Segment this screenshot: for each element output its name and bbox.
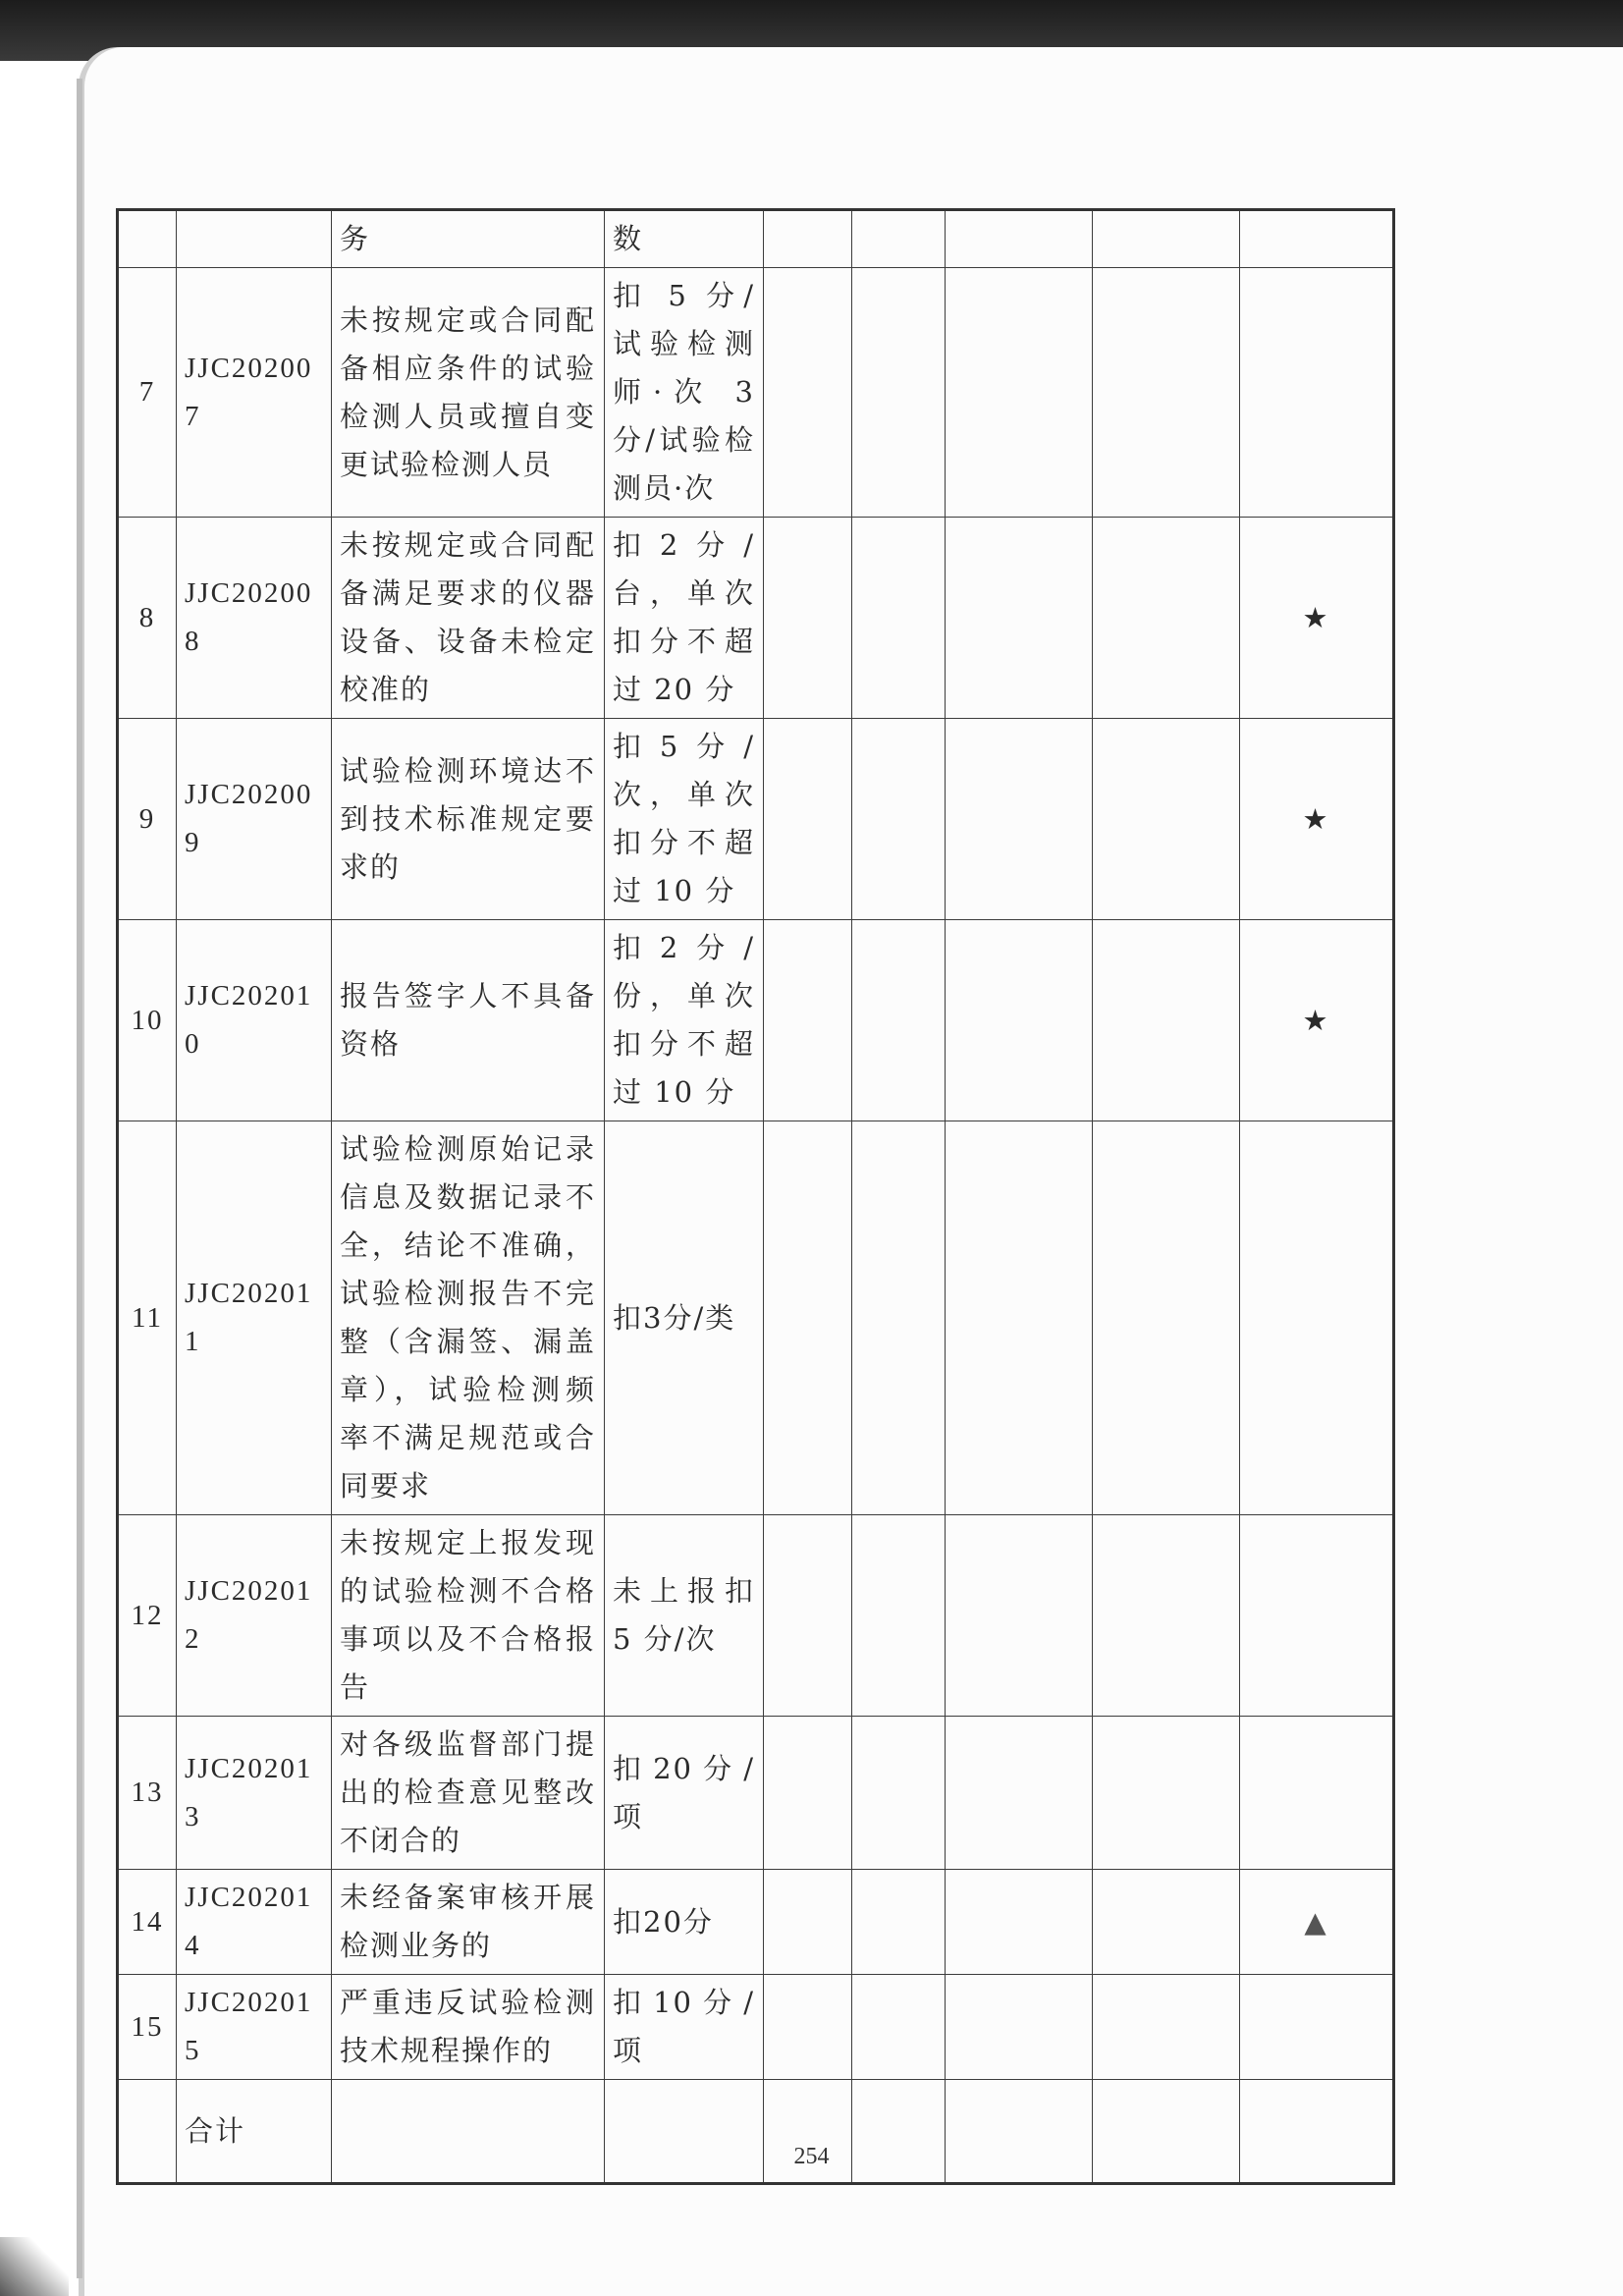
row-description: 未按规定或合同配备相应条件的试验检测人员或擅自变更试验检测人员	[332, 268, 605, 518]
table-row	[118, 1975, 1394, 2080]
corner-shade	[0, 2237, 69, 2296]
row-number: 13	[118, 1717, 177, 1870]
row-deduction: 扣 5 分/试验检测师·次 3 分/试验检测员·次	[605, 268, 764, 518]
row-code: JJC202010	[177, 920, 332, 1121]
row-description: 对各级监督部门提出的检查意见整改不闭合的	[332, 1717, 605, 1870]
table-row	[118, 1121, 1394, 1515]
row-description: 未按规定或合同配备满足要求的仪器设备、设备未检定校准的	[332, 518, 605, 719]
row-number: 12	[118, 1515, 177, 1717]
row-code: JJC202007	[177, 268, 332, 518]
table-row	[118, 518, 1394, 719]
row-number: 15	[118, 1975, 177, 2080]
row-number: 11	[118, 1121, 177, 1515]
table-row	[118, 1515, 1394, 1717]
row-code: JJC202012	[177, 1515, 332, 1717]
row-code: JJC202009	[177, 719, 332, 920]
header-cell-score: 数	[605, 210, 764, 268]
row-description: 试验检测环境达不到技术标准规定要求的	[332, 719, 605, 920]
table-row	[118, 268, 1394, 518]
star-icon: ★	[1240, 920, 1394, 1121]
table-row	[118, 1717, 1394, 1870]
row-mark	[1240, 1515, 1394, 1717]
page-number: 254	[793, 2144, 830, 2169]
table-row	[118, 1870, 1394, 1975]
row-deduction: 未上报扣 5 分/次	[605, 1515, 764, 1717]
row-code: JJC202014	[177, 1870, 332, 1975]
row-description: 未按规定上报发现的试验检测不合格事项以及不合格报告	[332, 1515, 605, 1717]
row-mark	[1240, 268, 1394, 518]
row-deduction: 扣5分/次，单次扣分不超过 10 分	[605, 719, 764, 920]
star-icon: ★	[1240, 719, 1394, 920]
row-deduction: 扣2分/份，单次扣分不超过 10 分	[605, 920, 764, 1121]
row-number: 14	[118, 1870, 177, 1975]
row-description: 未经备案审核开展检测业务的	[332, 1870, 605, 1975]
table-row	[118, 920, 1394, 1121]
page-edge-shadow	[77, 79, 82, 2278]
triangle-icon: ▲	[1240, 1870, 1394, 1975]
row-number: 10	[118, 920, 177, 1121]
row-code: JJC202008	[177, 518, 332, 719]
row-mark	[1240, 1121, 1394, 1515]
row-number: 8	[118, 518, 177, 719]
row-number: 9	[118, 719, 177, 920]
row-deduction: 扣20分/项	[605, 1717, 764, 1870]
row-number: 7	[118, 268, 177, 518]
row-description: 试验检测原始记录信息及数据记录不全，结论不准确，试验检测报告不完整（含漏签、漏盖章），试验检测频率不满足规范或合同要求	[332, 1121, 605, 1515]
row-mark	[1240, 1975, 1394, 2080]
scoring-table	[116, 208, 1395, 2185]
row-deduction: 扣3分/类	[605, 1121, 764, 1515]
total-label: 合计	[177, 2080, 332, 2184]
row-description: 报告签字人不具备资格	[332, 920, 605, 1121]
table-header-row	[118, 210, 1394, 268]
row-deduction: 扣20分	[605, 1870, 764, 1975]
star-icon: ★	[1240, 518, 1394, 719]
row-code: JJC202011	[177, 1121, 332, 1515]
header-cell-item: 务	[332, 210, 605, 268]
table-row	[118, 719, 1394, 920]
row-mark	[1240, 1717, 1394, 1870]
row-code: JJC202013	[177, 1717, 332, 1870]
row-deduction: 扣2分/台，单次扣分不超过 20 分	[605, 518, 764, 719]
row-deduction: 扣10分/项	[605, 1975, 764, 2080]
row-code: JJC202015	[177, 1975, 332, 2080]
row-description: 严重违反试验检测技术规程操作的	[332, 1975, 605, 2080]
